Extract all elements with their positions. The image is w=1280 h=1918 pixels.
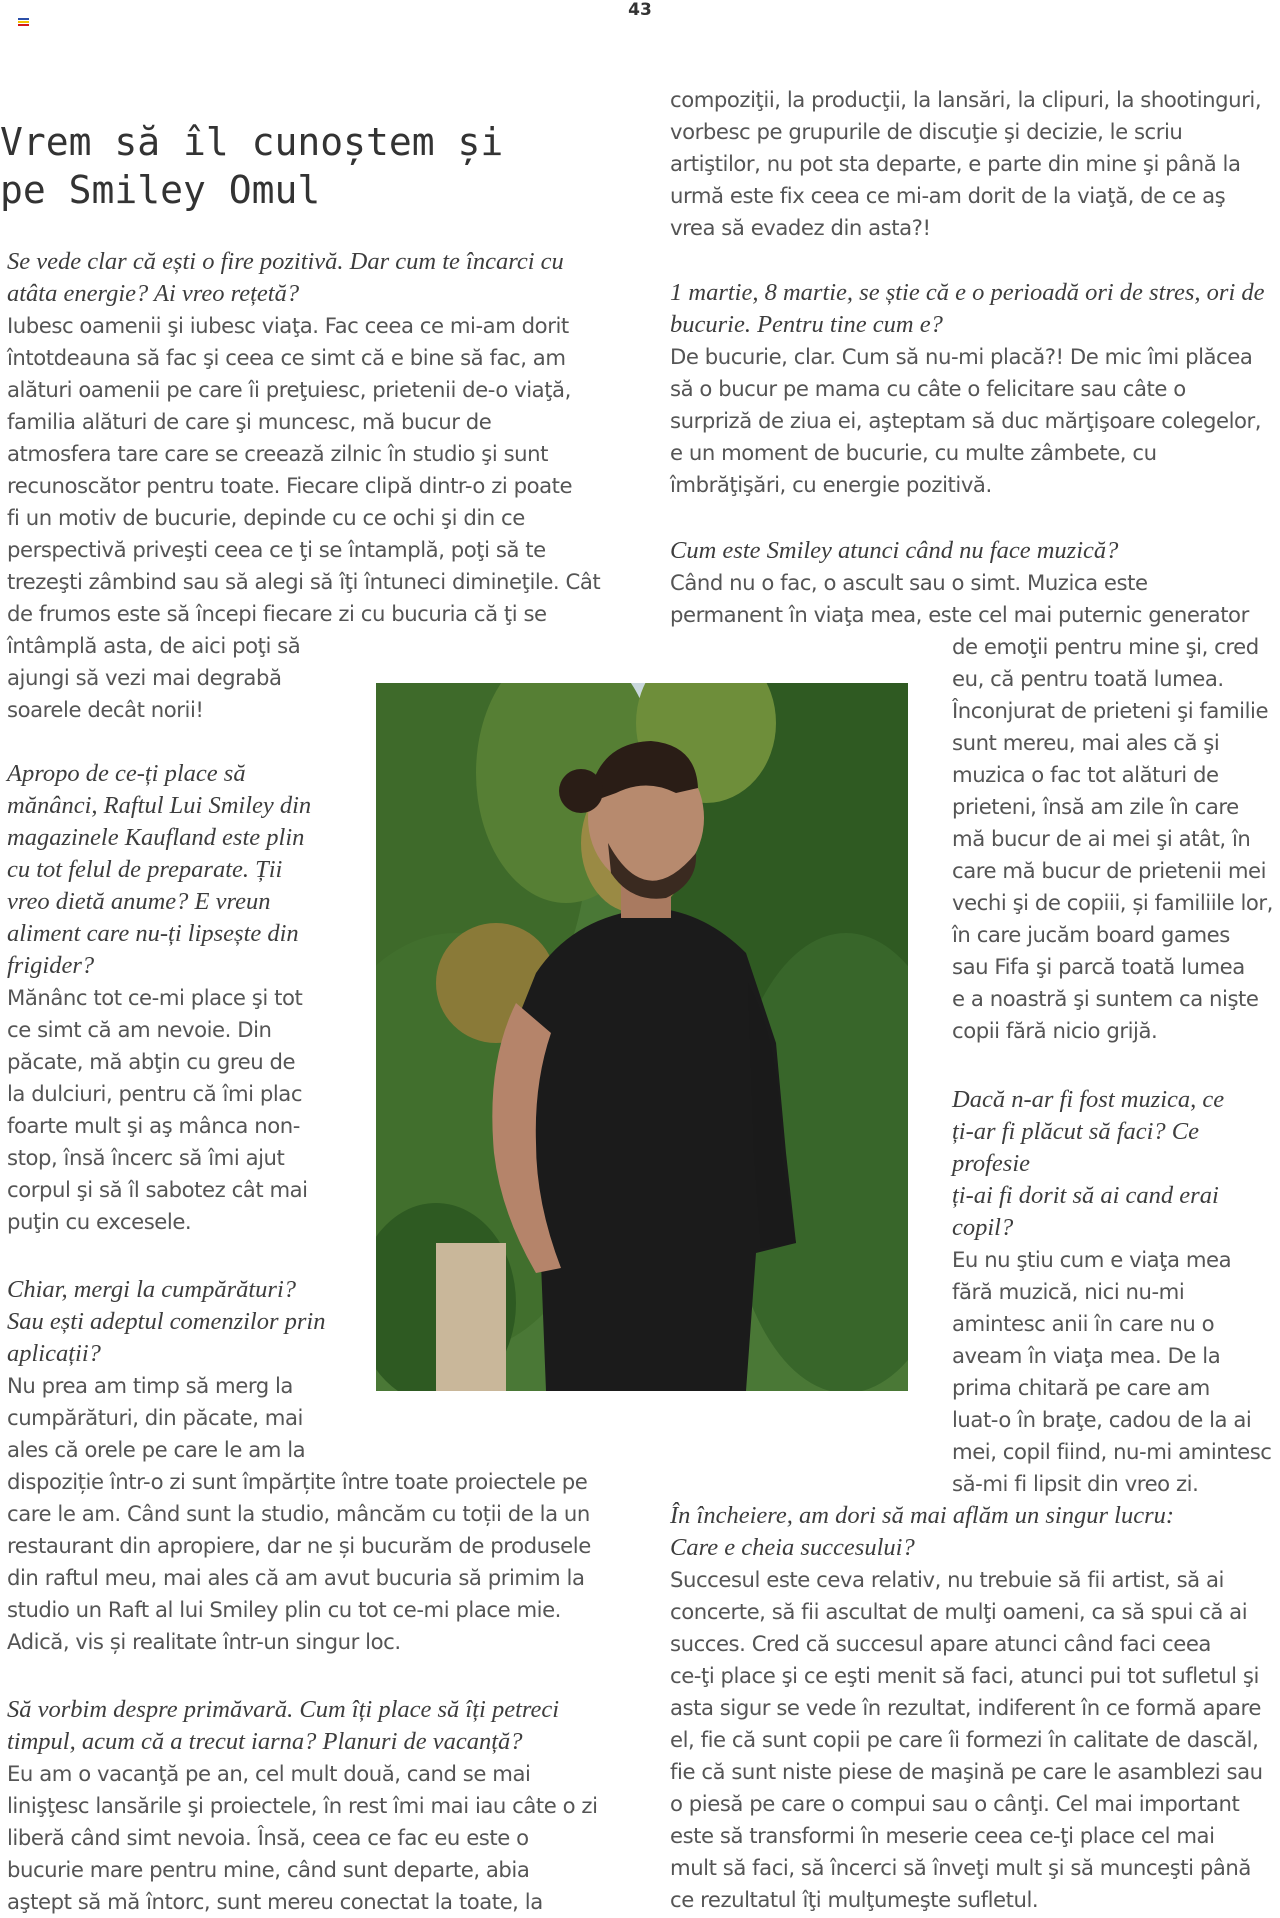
text-line: e a noastră şi suntem ca nişte xyxy=(952,986,1259,1011)
text-line: trezeşti zâmbind sau să alegi să îţi întuneci dimineţile. Cât xyxy=(7,569,601,594)
text-line: Nu prea am timp să merg la xyxy=(7,1373,293,1398)
text-line: aplicații? xyxy=(7,1340,101,1367)
text-line: atmosfera tare care se creează zilnic în studio şi sunt xyxy=(7,441,548,466)
text-line: păcate, mă abţin cu greu de xyxy=(7,1049,296,1074)
text-line: sunt mereu, mai ales că şi xyxy=(952,730,1220,755)
answer xyxy=(670,567,1280,631)
text-line: Eu am o vacanţă pe an, cel mult două, cand se mai xyxy=(7,1761,531,1786)
text-line: stop, însă încerc să îmi ajut xyxy=(7,1145,285,1170)
text-line: foarte mult şi aş mânca non- xyxy=(7,1113,300,1138)
left-column xyxy=(7,246,627,726)
text-line: prieteni, însă am zile în care xyxy=(952,794,1239,819)
text-line: aştept să mă întorc, sunt mereu conectat la toate, la xyxy=(7,1889,543,1914)
text-line: o piesă pe care o compui sau o cânţi. Cel mai important xyxy=(670,1791,1240,1816)
text-line: succes. Cred că succesul apare atunci când faci ceea xyxy=(670,1631,1211,1656)
text-line: ce rezultatul îţi mulţumeşte sufletul. xyxy=(670,1887,1039,1912)
text-line: urmă este fix ceea ce mi-am dorit de la viaţă, de ce aş xyxy=(670,183,1226,208)
text-line: întotdeauna să fac şi ceea ce simt că e bine să fac, am xyxy=(7,345,566,370)
answer xyxy=(952,631,1280,1047)
left-column-q4 xyxy=(7,1694,627,1918)
text-line: care mă bucur de prietenii mei xyxy=(952,858,1267,883)
text-line: muzica o fac tot alături de xyxy=(952,762,1219,787)
text-line: ce-ţi place şi ce eşti menit să faci, atunci pui tot sufletul şi xyxy=(670,1663,1259,1688)
question xyxy=(670,535,1280,567)
text-line: puţin cu excesele. xyxy=(7,1209,192,1234)
right-column xyxy=(670,84,1280,244)
text-line: îmbrăţişări, cu energie pozitivă. xyxy=(670,472,992,497)
text-line: Succesul este ceva relativ, nu trebuie să fii artist, să ai xyxy=(670,1567,1224,1592)
text-line: e un moment de bucurie, cu multe zâmbete, cu xyxy=(670,440,1157,465)
text-line: artiştilor, nu pot sta departe, e parte din mine şi până la xyxy=(670,151,1241,176)
text-line: soarele decât norii! xyxy=(7,697,204,722)
flag-stripe xyxy=(18,24,29,26)
text-line: de emoţii pentru mine şi, cred xyxy=(952,634,1259,659)
text-line: cu tot felul de preparate. Ții xyxy=(7,856,283,883)
left-column-q3 xyxy=(7,1274,627,1658)
text-line: În încheiere, am dori să mai aflăm un singur lucru: xyxy=(670,1502,1175,1529)
text-line: sau Fifa şi parcă toată lumea xyxy=(952,954,1245,979)
flag-icon xyxy=(18,18,29,26)
text-line: mă bucur de ai mei şi atât, în xyxy=(952,826,1251,851)
text-line: bucurie mare pentru mine, când sunt departe, abia xyxy=(7,1857,530,1882)
right-column-q2-narrow xyxy=(952,631,1280,1047)
text-line: permanent în viaţa mea, este cel mai puternic generator xyxy=(670,602,1249,627)
text-line: Dacă n-ar fi fost muzica, ce xyxy=(952,1086,1225,1113)
question xyxy=(7,246,627,310)
flag-stripe xyxy=(18,18,29,20)
right-column-q3 xyxy=(952,1084,1280,1500)
text-line: din raftul meu, mai ales că am avut bucuria să primim la xyxy=(7,1565,585,1590)
text-line: mănânci, Raftul Lui Smiley din xyxy=(7,792,312,819)
text-line: compoziţii, la producţii, la lansări, la clipuri, la shootinguri, xyxy=(670,87,1262,112)
text-line: întâmplă asta, de aici poţi să xyxy=(7,633,301,658)
text-line: mei, copil fiind, nu-mi amintesc xyxy=(952,1439,1272,1464)
text-line: să-mi fi lipsit din vreo zi. xyxy=(952,1471,1199,1496)
text-line: asta sigur se vede în rezultat, indiferent în ce formă apare xyxy=(670,1695,1261,1720)
text-line: liberă când simt nevoia. Însă, ceea ce fac eu este o xyxy=(7,1825,529,1850)
text-line: recunoscător pentru toate. Fiecare clipă dintr-o zi poate xyxy=(7,473,573,498)
text-line: Apropo de ce-ți place să xyxy=(7,760,246,787)
text-line: care le am. Când sunt la studio, mâncăm cu toții de la un xyxy=(7,1501,590,1526)
text-line: Să vorbim despre primăvară. Cum îți place să îți petreci xyxy=(7,1696,560,1723)
question xyxy=(670,1500,1280,1564)
text-line: vorbesc pe grupurile de discuţie şi decizie, le scriu xyxy=(670,119,1183,144)
text-line: concerte, să fii ascultat de mulţi oameni, ca să spui că ai xyxy=(670,1599,1248,1624)
text-line: surpriză de ziua ei, aşteptam să duc mărţişoare colegelor, xyxy=(670,408,1262,433)
text-line: copii fără nicio grijă. xyxy=(952,1018,1158,1043)
page-number: 43 xyxy=(628,0,652,20)
text-line: frigider? xyxy=(7,952,95,979)
headline-line: Vrem să îl cunoștem și xyxy=(0,120,504,164)
text-line: ți-ai fi dorit să ai cand erai xyxy=(952,1182,1219,1209)
article-headline xyxy=(0,118,600,214)
text-line: vrea să evadez din asta?! xyxy=(670,215,931,240)
headline-line: pe Smiley Omul xyxy=(0,168,321,212)
text-line: Când nu o fac, o ascult sau o simt. Muzica este xyxy=(670,570,1148,595)
text-line: el, fie că sunt copii pe care îi formezi în calitate de dascăl, xyxy=(670,1727,1259,1752)
text-line: Care e cheia succesului? xyxy=(670,1534,915,1561)
text-line: dispoziție într-o zi sunt împărțite între toate proiectele pe xyxy=(7,1469,588,1494)
flag-stripe xyxy=(18,21,29,23)
text-line: atâta energie? Ai vreo rețetă? xyxy=(7,280,300,307)
text-line: alături oamenii pe care îi preţuiesc, prietenii de-o viaţă, xyxy=(7,377,571,402)
text-line: Sau ești adeptul comenzilor prin xyxy=(7,1308,326,1335)
text-line: ales că orele pe care le am la xyxy=(7,1437,306,1462)
left-column-q2 xyxy=(7,758,367,1238)
text-line: restaurant din apropiere, dar ne și bucurăm de produsele xyxy=(7,1533,591,1558)
question xyxy=(670,277,1280,341)
text-line: Cum este Smiley atunci când nu face muzică? xyxy=(670,537,1119,564)
answer xyxy=(670,341,1280,501)
text-line: Mănânc tot ce-mi place şi tot xyxy=(7,985,303,1010)
answer xyxy=(670,84,1280,244)
text-line: fi un motiv de bucurie, depinde cu ce ochi şi din ce xyxy=(7,505,525,530)
text-line: timpul, acum că a trecut iarna? Planuri de vacanță? xyxy=(7,1728,523,1755)
text-line: magazinele Kaufland este plin xyxy=(7,824,305,851)
text-line: perspectivă priveşti ceea ce ţi se întamplă, poţi să te xyxy=(7,537,546,562)
text-line: Eu nu ştiu cum e viaţa mea xyxy=(952,1247,1232,1272)
right-column-q4 xyxy=(670,1500,1280,1916)
text-line: cumpărături, din păcate, mai xyxy=(7,1405,303,1430)
answer xyxy=(952,1244,1280,1500)
text-line: este să transformi în meserie ceea ce-ţi place cel mai xyxy=(670,1823,1215,1848)
question xyxy=(952,1084,1280,1244)
text-line: vreo dietă anume? E vreun xyxy=(7,888,271,915)
answer xyxy=(7,310,627,726)
text-line: De bucurie, clar. Cum să nu-mi placă?! De mic îmi plăcea xyxy=(670,344,1253,369)
question xyxy=(7,1694,627,1758)
text-line: bucurie. Pentru tine cum e? xyxy=(670,311,943,338)
right-column-q2 xyxy=(670,535,1280,631)
right-column-q1 xyxy=(670,277,1280,501)
text-line: amintesc anii în care nu o xyxy=(952,1311,1215,1336)
text-line: la dulciuri, pentru că îmi plac xyxy=(7,1081,303,1106)
text-line: Chiar, mergi la cumpărături? xyxy=(7,1276,297,1303)
text-line: să o bucur pe mama cu câte o felicitare sau câte o xyxy=(670,376,1186,401)
text-line: eu, că pentru toată lumea. xyxy=(952,666,1224,691)
text-line: linişţesc lansările şi proiectele, în rest îmi mai iau câte o zi xyxy=(7,1793,598,1818)
text-line: Înconjurat de prieteni şi familie xyxy=(952,698,1269,723)
text-line: corpul şi să îl sabotez cât mai xyxy=(7,1177,308,1202)
text-line: Adică, vis și realitate într-un singur loc. xyxy=(7,1629,401,1654)
text-line: în care jucăm board games xyxy=(952,922,1230,947)
text-line: de frumos este să începi fiecare zi cu bucuria că ţi se xyxy=(7,601,547,626)
text-line: Iubesc oamenii şi iubesc viaţa. Fac ceea ce mi-am dorit xyxy=(7,313,569,338)
text-line: 1 martie, 8 martie, se știe că e o perioadă ori de stres, ori de xyxy=(670,279,1265,306)
text-line: aliment care nu-ți lipsește din xyxy=(7,920,299,947)
answer xyxy=(7,982,367,1238)
text-line: fără muzică, nici nu-mi xyxy=(952,1279,1185,1304)
text-line: ce simt că am nevoie. Din xyxy=(7,1017,272,1042)
answer xyxy=(7,1758,627,1918)
text-line: copil? xyxy=(952,1214,1014,1241)
text-line: familia alături de care şi muncesc, mă bucur de xyxy=(7,409,492,434)
answer xyxy=(7,1370,627,1658)
text-line: aveam în viaţa mea. De la xyxy=(952,1343,1221,1368)
question xyxy=(7,1274,627,1370)
answer xyxy=(670,1564,1280,1916)
text-line: fie că sunt niste piese de maşină pe care le asamblezi sau xyxy=(670,1759,1263,1784)
text-line: studio un Raft al lui Smiley plin cu tot ce-mi place mie. xyxy=(7,1597,561,1622)
text-line: ajungi să vezi mai degrabă xyxy=(7,665,282,690)
text-line: vechi şi de copiii, și familiile lor, xyxy=(952,890,1273,915)
text-line: ți-ar fi plăcut să faci? Ce profesie xyxy=(952,1118,1200,1177)
text-line: prima chitară pe care am xyxy=(952,1375,1210,1400)
text-line: luat-o în braţe, cadou de la ai xyxy=(952,1407,1252,1432)
text-line: Se vede clar că ești o fire pozitivă. Dar cum te încarci cu xyxy=(7,248,564,275)
text-line: mult să faci, să încerci să înveţi mult şi să munceşti până xyxy=(670,1855,1251,1880)
question xyxy=(7,758,367,982)
